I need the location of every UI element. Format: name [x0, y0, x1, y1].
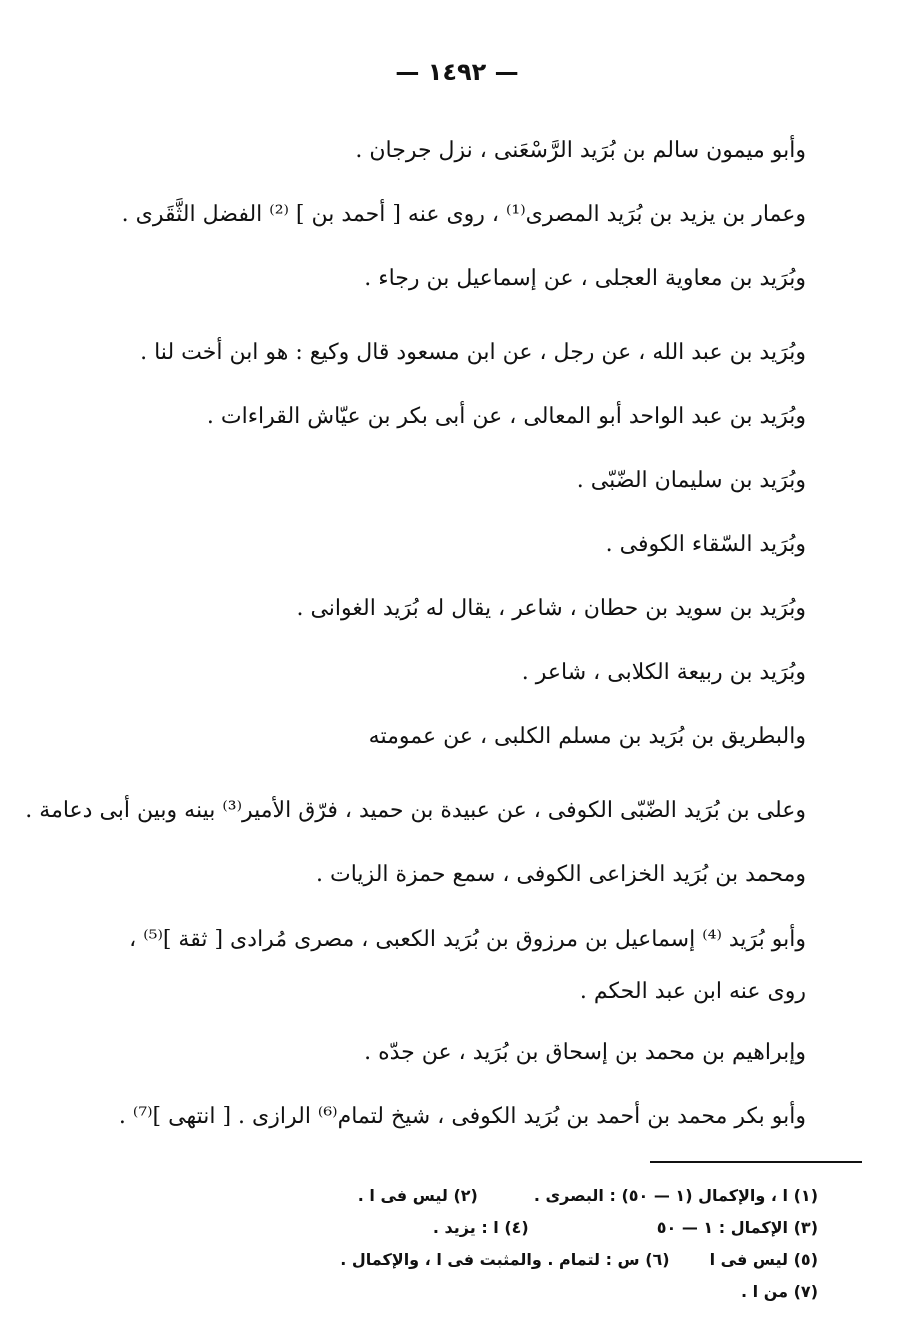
footnote-3: (٣) الإكمال : ١ — ٥٠ — [656, 1218, 818, 1237]
entry-ibrahim: وإبراهيم بن محمد بن إسحاق بن بُرَيد ، عن جدّه . — [364, 1040, 806, 1065]
entry-abu-maymun: وأبو ميمون سالم بن بُرَيد الرَّسْعَنى ، نزل جرجان . — [355, 138, 806, 163]
entry-burayd-ibn-abd-al-wahid: وبُرَيد بن عبد الواحد أبو المعالى ، عن أبى بكر بن عيّاش القراءات . — [206, 404, 806, 429]
entry-burayd-ibn-rabia: وبُرَيد بن ربيعة الكلابى ، شاعر . — [521, 660, 806, 685]
entry-burayd-ibn-sulayman: وبُرَيد بن سليمان الضّبّى . — [576, 468, 806, 493]
entry-burayd-al-saqqa: وبُرَيد السّقاء الكوفى . — [605, 532, 806, 557]
entry-burayd-ibn-suwayd: وبُرَيد بن سويد بن حطان ، شاعر ، يقال له بُرَيد الغوانى . — [296, 596, 806, 621]
entry-burayd-ibn-muawiya: وبُرَيد بن معاوية العجلى ، عن إسماعيل بن رجاء . — [364, 266, 806, 291]
footnote-4: (٤) ا : يزيد . — [432, 1218, 529, 1237]
footnote-1: (١) ا ، والإكمال (١ — ٥٠) : البصرى . — [533, 1186, 818, 1205]
footnote-7: (٧) من ا . — [741, 1282, 818, 1301]
page-number: — ١٤٩٢ — — [395, 58, 519, 86]
footnote-row — [358, 1186, 818, 1205]
footnote-2: (٢) ليس فى ا . — [357, 1186, 478, 1205]
footnote-row — [340, 1250, 818, 1269]
entry-muhammad-ibn-burayd: ومحمد بن بُرَيد الخزاعى الكوفى ، سمع حمزة الزيات . — [316, 862, 806, 887]
entry-ammar: وعمار بن يزيد بن بُرَيد المصرى⁽¹⁾ ، روى عنه [ أحمد بن ] ⁽²⁾ الفضل الثَّقَرى . — [121, 202, 806, 227]
footnote-row — [433, 1218, 818, 1237]
footnote-5: (٥) ليس فى ا — [709, 1250, 818, 1269]
footnote-row — [741, 1282, 818, 1301]
entry-ali-ibn-burayd: وعلى بن بُرَيد الضّبّى الكوفى ، عن عبيدة بن حميد ، فرّق الأمير⁽³⁾ بينه وبين أبى دعامة . — [25, 798, 806, 823]
entry-burayd-ibn-abdullah: وبُرَيد بن عبد الله ، عن رجل ، عن ابن مسعود قال وكيع : هو ابن أخت لنا . — [140, 340, 806, 365]
entry-al-bitriq: والبطريق بن بُرَيد بن مسلم الكلبى ، عن عمومته — [368, 724, 806, 749]
footnote-divider — [650, 1161, 862, 1163]
entry-abu-bakr: وأبو بكر محمد بن أحمد بن بُرَيد الكوفى ، شيخ لتمام⁽⁶⁾ الرازى . [ انتهى ]⁽⁷⁾ . — [118, 1104, 806, 1129]
entry-abu-burayd: وأبو بُرَيد ⁽⁴⁾ إسماعيل بن مرزوق بن بُرَيد الكعبى ، مصرى مُرادى [ ثقة ]⁽⁵⁾ ، روى عنه ابن عبد الحكم . — [129, 927, 806, 1004]
footnote-6: (٦) س : لتمام . والمثبت فى ا ، والإكمال . — [340, 1250, 670, 1269]
